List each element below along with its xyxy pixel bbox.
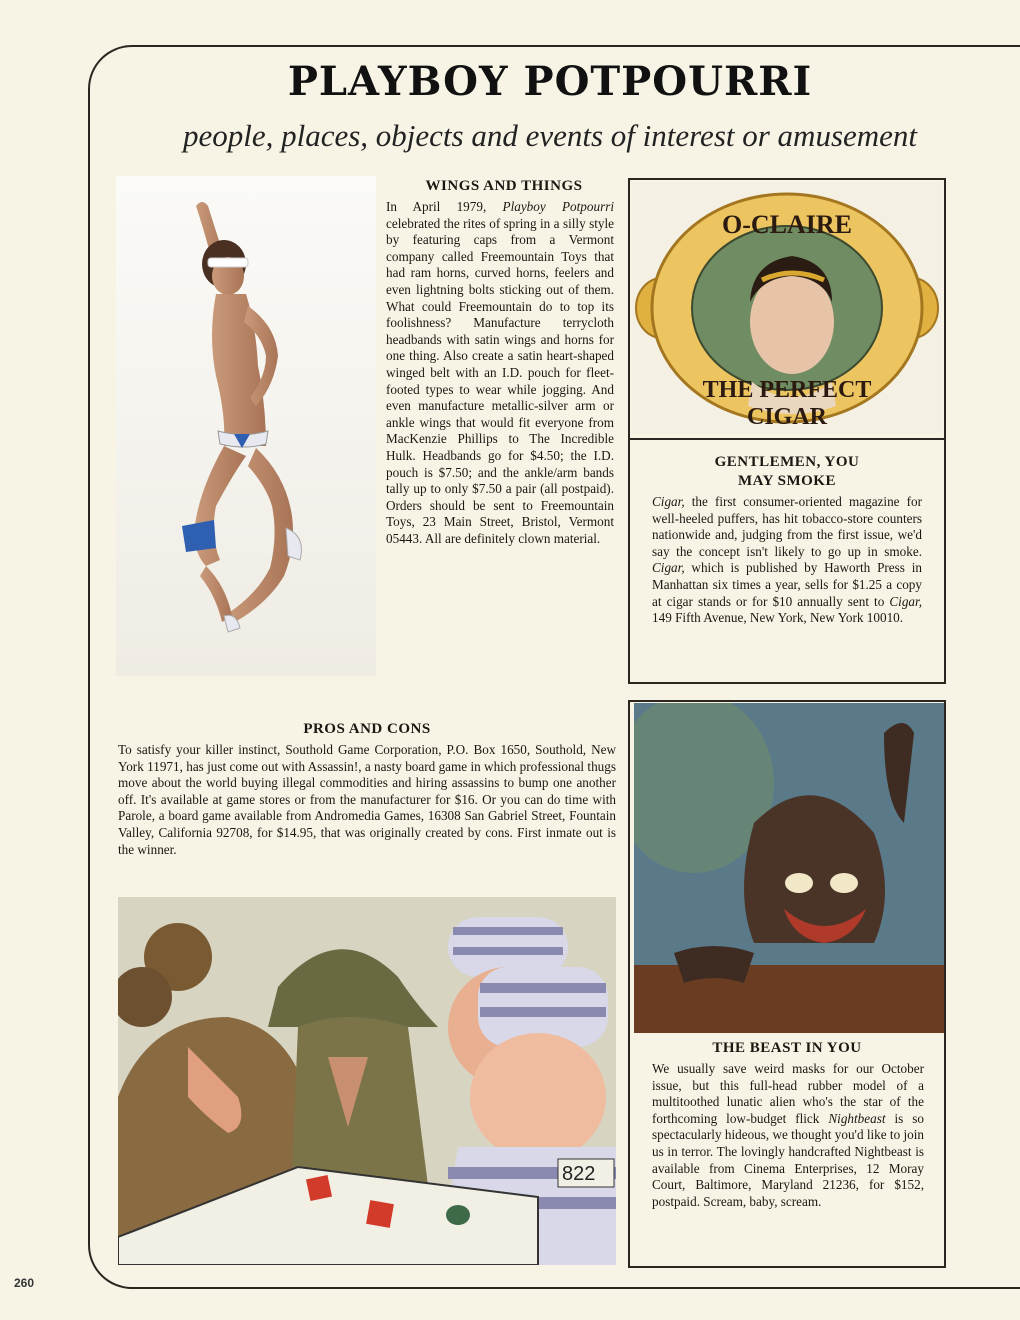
wings-body: [386, 199, 614, 547]
cigar-italic-2: Cigar,: [652, 560, 685, 576]
cigar-heading-line1: GENTLEMEN, YOU: [714, 454, 860, 470]
prisoner-number: 822: [562, 1163, 596, 1185]
page-subtitle: people, places, objects and events of interest or amusement: [182, 118, 918, 153]
wings-photo: [116, 176, 376, 676]
beast-body-post: is so spectacularly hideous, we thought you'd like to join us in terror. The lovingly handcrafted Nightbeast is available from Cinema Enterprises, 12 Moray Court, Baltimore, Maryland 21236, for $152, postpaid. Scream, baby, scream.: [652, 1110, 924, 1209]
cigar-label-top: O-CLAIRE: [721, 210, 852, 239]
pros-body: To satisfy your killer instinct, Southold Game Corporation, P.O. Box 1650, Southold, New York 11971, has just come out with Assassin!, a nasty board game in which professional thugs move about the world buying illegal commodities and hiring assassins to bump one another off. It's available at game stores or from the manufacturer for $16. Or you can do time with Parole, a board game available from Andromedia Games, 16308 San Gabriel Street, Fountain Valley, California 92708, for $14.95, that was originally created by cons. First inmate out is the winner.: [118, 742, 616, 857]
wings-body-pre: In April 1979,: [386, 199, 503, 214]
beast-photo: [634, 703, 944, 1033]
cartoon-illustration: [118, 897, 616, 1265]
board-game-cartoon: [118, 897, 616, 1265]
cigar-divider: [630, 438, 944, 440]
cigar-text-1: the first consumer-oriented magazine for well-heeled puffers, has hit tobacco-store counters nationwide and, judging from the first issue, we'd say the concept isn't likely to go up in smoke.: [652, 494, 922, 559]
cigar-text-3: 149 Fifth Avenue, New York, New York 10010.: [652, 610, 904, 626]
beast-body-pre: We usually save weird masks for our October issue, but this full-head rubber model of a multitoothed lunatic alien who's the star of the forthcoming low-budget flick: [652, 1061, 924, 1126]
beast-heading: THE BEAST IN YOU: [712, 1040, 862, 1056]
beast-body-italic: Nightbeast: [828, 1110, 886, 1126]
cigar-italic-1: Cigar,: [652, 494, 685, 509]
cigar-body: [652, 494, 922, 627]
cigar-label-image: [632, 182, 942, 434]
wings-body-italic: Playboy Potpourri: [502, 199, 614, 214]
jumping-figure-illustration: [116, 176, 376, 676]
cigar-text-2: which is published by Haworth Press in Manhattan six times a year, sells for $1.25 a copy at cigar stands or for $10 annually sent to: [652, 560, 922, 609]
wings-heading: WINGS AND THINGS: [425, 178, 583, 194]
beast-body: [652, 1061, 924, 1210]
cigar-italic-3: Cigar,: [889, 593, 922, 609]
nightbeast-illustration: [634, 703, 944, 1033]
page-number: 260: [14, 1276, 35, 1290]
cigar-heading-line2: MAY SMOKE: [738, 473, 836, 489]
pros-heading: PROS AND CONS: [303, 721, 431, 737]
cigar-label-bottom: THE PERFECT CIGAR: [702, 377, 872, 430]
page-title: PLAYBOY POTPOURRI: [287, 58, 813, 105]
wings-body-post: celebrated the rites of spring in a silly style by featuring caps from a Vermont company called Freemountain Toys that had ram horns, curved horns, feelers and even lightning bolts sticking out of them. What could Freemountain do to top its foolishness? Manufacture terrycloth headbands with satin wings and horns for one thing. Also create a satin heart-shaped winged belt with an I.D. pouch for fleet-footed types to wear while jogging. And even manufacture metallic-silver arm or ankle wings that would fit everyone from MacKenzie Phillips to The Incredible Hulk. Headbands go for $4.50; the I.D. pouch is $7.50; and the ankle/arm bands tally up to only $7.50 a pair (all postpaid). Orders should be sent to Freemountain Toys, 23 Main Street, Bristol, Vermont 05443. All are definitely clown material.: [386, 215, 614, 546]
